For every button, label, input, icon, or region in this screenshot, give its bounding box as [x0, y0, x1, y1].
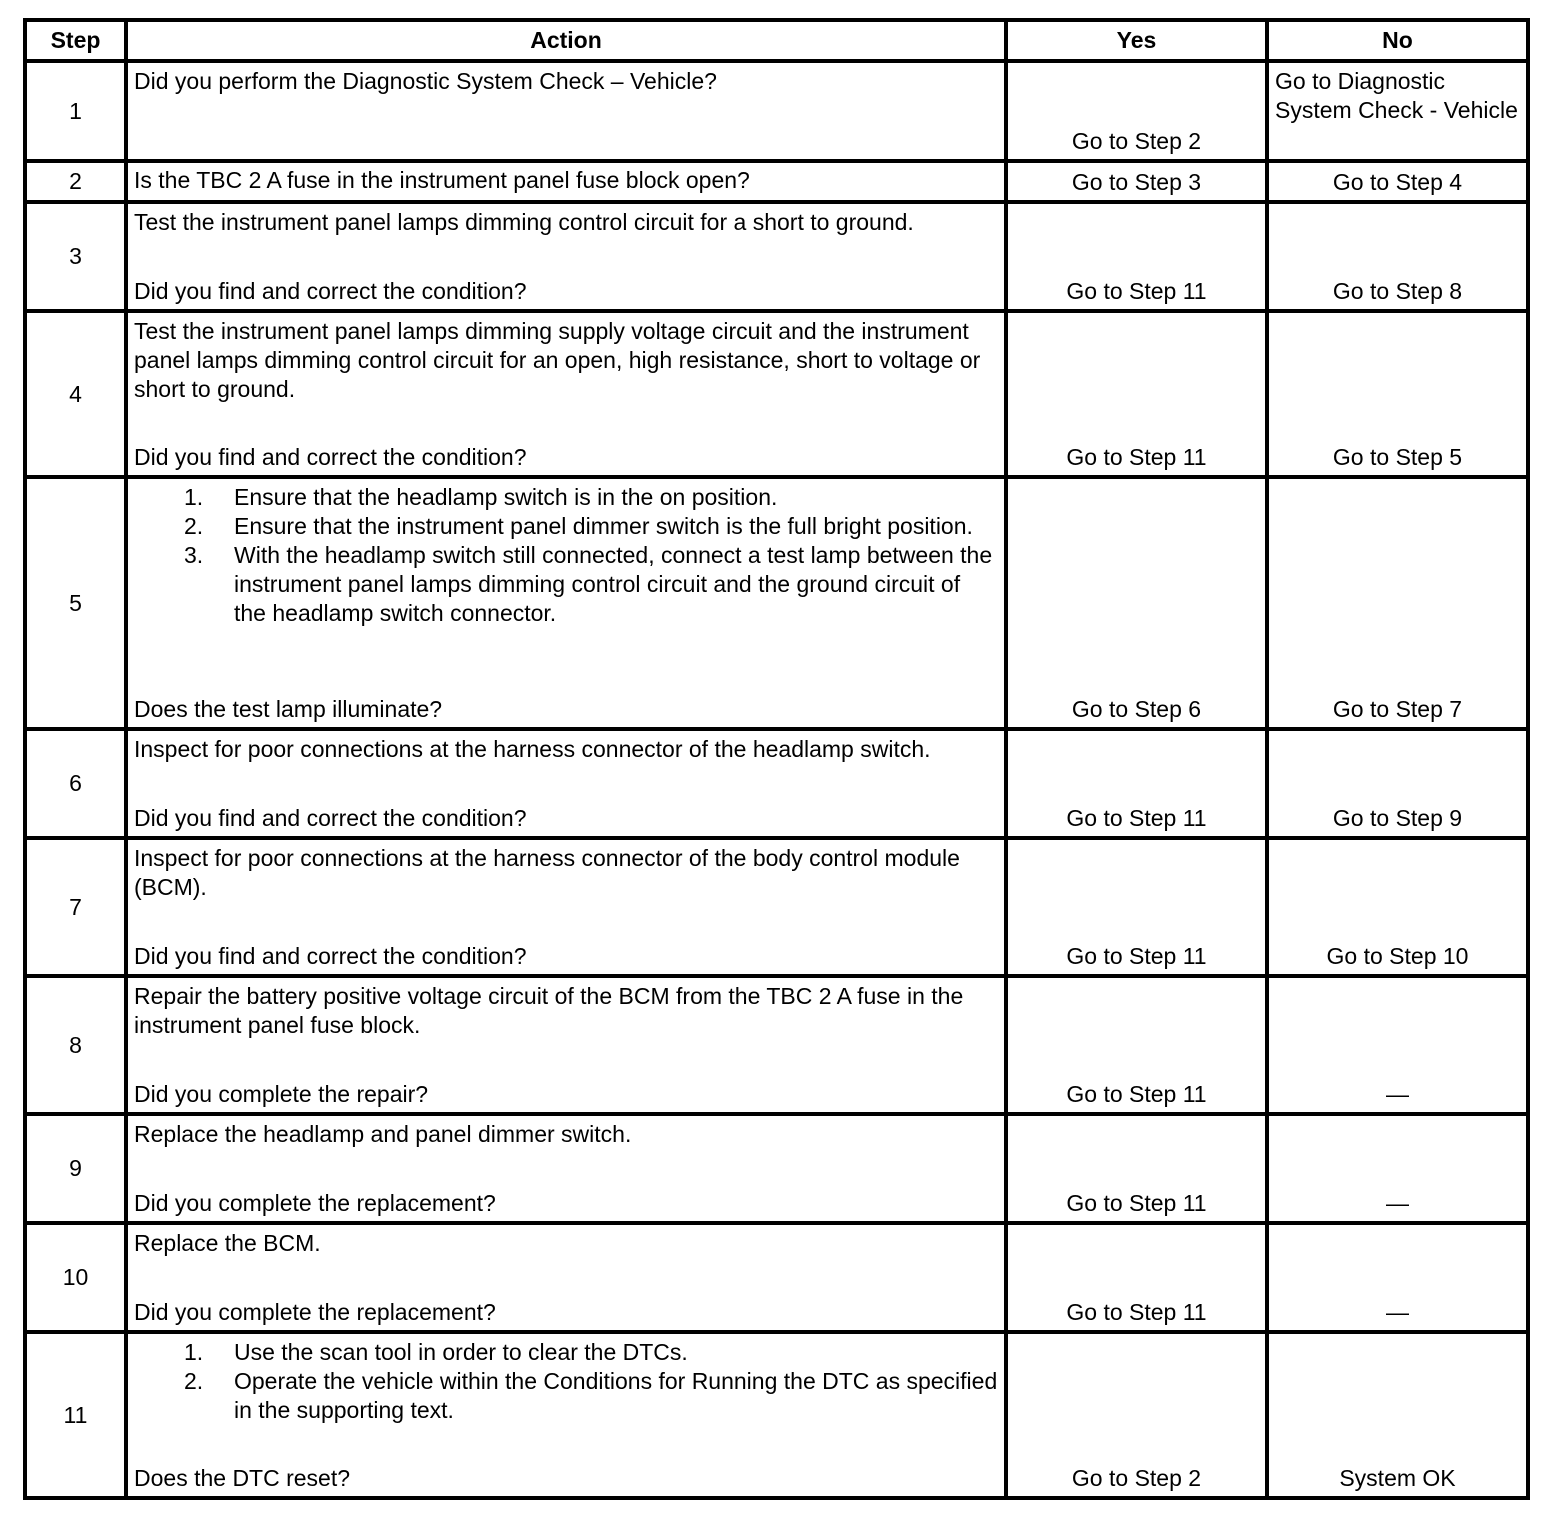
- step-number: 8: [25, 976, 126, 1114]
- table-row: [25, 1332, 1528, 1498]
- action-question: Does the DTC reset?: [134, 1465, 351, 1491]
- step-number: 3: [25, 202, 126, 311]
- yes-result: Go to Step 2: [1006, 1332, 1267, 1498]
- action-cell: [126, 1332, 1006, 1498]
- action-question: Did you complete the replacement?: [134, 1190, 496, 1216]
- yes-result: Go to Step 11: [1006, 838, 1267, 976]
- header-step: Step: [25, 20, 126, 61]
- action-text: Inspect for poor connections at the harness connector of the body control module (BCM).: [134, 845, 960, 900]
- action-text: Repair the battery positive voltage circuit of the BCM from the TBC 2 A fuse in the instrument panel fuse block.: [134, 983, 964, 1038]
- table-row: [25, 61, 1528, 161]
- instruction-list: [134, 483, 998, 628]
- list-item: [184, 1367, 998, 1425]
- no-result: —: [1267, 1223, 1528, 1332]
- list-number: 1.: [184, 1339, 204, 1365]
- step-number: 2: [25, 161, 126, 202]
- header-yes: Yes: [1006, 20, 1267, 61]
- header-no: No: [1267, 20, 1528, 61]
- action-cell: [126, 61, 1006, 161]
- header-row: [25, 20, 1528, 61]
- table-row: [25, 976, 1528, 1114]
- action-cell: [126, 976, 1006, 1114]
- yes-result: Go to Step 11: [1006, 311, 1267, 477]
- action-text: Is the TBC 2 A fuse in the instrument panel fuse block open?: [134, 167, 750, 193]
- list-number: 1.: [184, 484, 204, 510]
- table-row: [25, 311, 1528, 477]
- step-number: 5: [25, 477, 126, 729]
- no-result: —: [1267, 1114, 1528, 1223]
- list-number: 3.: [184, 542, 204, 568]
- list-item: [184, 1338, 998, 1367]
- action-question: Does the test lamp illuminate?: [134, 696, 443, 722]
- step-number: 6: [25, 729, 126, 838]
- list-text: Ensure that the instrument panel dimmer switch is the full bright position.: [234, 513, 973, 539]
- list-item: [184, 483, 998, 512]
- header-action: Action: [126, 20, 1006, 61]
- no-result: Go to Step 4: [1267, 161, 1528, 202]
- list-text: With the headlamp switch still connected, connect a test lamp between the instrument panel lamps dimming control circuit and the ground circuit of the headlamp switch connector.: [234, 542, 993, 626]
- yes-result: Go to Step 11: [1006, 729, 1267, 838]
- action-cell: [126, 729, 1006, 838]
- list-number: 2.: [184, 513, 204, 539]
- yes-result: Go to Step 2: [1006, 61, 1267, 161]
- action-text: Test the instrument panel lamps dimming supply voltage circuit and the instrument panel lamps dimming control circuit for an open, high resistance, short to voltage or short to ground.: [134, 318, 981, 402]
- action-cell: [126, 202, 1006, 311]
- step-number: 9: [25, 1114, 126, 1223]
- action-question: Did you find and correct the condition?: [134, 805, 527, 831]
- table-row: [25, 729, 1528, 838]
- list-item: [184, 541, 998, 628]
- no-result: Go to Step 8: [1267, 202, 1528, 311]
- no-result: System OK: [1267, 1332, 1528, 1498]
- action-cell: [126, 1223, 1006, 1332]
- list-text: Use the scan tool in order to clear the DTCs.: [234, 1339, 688, 1365]
- action-cell: [126, 161, 1006, 202]
- action-question: Did you find and correct the condition?: [134, 278, 527, 304]
- action-question: Did you complete the replacement?: [134, 1299, 496, 1325]
- yes-result: Go to Step 11: [1006, 202, 1267, 311]
- list-text: Operate the vehicle within the Conditions for Running the DTC as specified in the supporting text.: [234, 1368, 998, 1423]
- action-text: Replace the headlamp and panel dimmer switch.: [134, 1121, 632, 1147]
- table-row: [25, 202, 1528, 311]
- list-item: [184, 512, 998, 541]
- step-number: 11: [25, 1332, 126, 1498]
- yes-result: Go to Step 11: [1006, 1223, 1267, 1332]
- action-cell: [126, 477, 1006, 729]
- yes-result: Go to Step 3: [1006, 161, 1267, 202]
- action-text: Inspect for poor connections at the harness connector of the headlamp switch.: [134, 736, 931, 762]
- no-result: Go to Step 10: [1267, 838, 1528, 976]
- no-result: Go to Step 7: [1267, 477, 1528, 729]
- action-cell: [126, 311, 1006, 477]
- action-cell: [126, 1114, 1006, 1223]
- action-question: Did you find and correct the condition?: [134, 444, 527, 470]
- action-cell: [126, 838, 1006, 976]
- action-question: Did you find and correct the condition?: [134, 943, 527, 969]
- action-text: Replace the BCM.: [134, 1230, 321, 1256]
- action-text: Test the instrument panel lamps dimming control circuit for a short to ground.: [134, 209, 914, 235]
- list-text: Ensure that the headlamp switch is in the on position.: [234, 484, 778, 510]
- step-number: 7: [25, 838, 126, 976]
- action-question: Did you complete the repair?: [134, 1081, 429, 1107]
- step-number: 1: [25, 61, 126, 161]
- table-row: [25, 838, 1528, 976]
- yes-result: Go to Step 6: [1006, 477, 1267, 729]
- no-result: Go to Step 5: [1267, 311, 1528, 477]
- no-result: Go to Step 9: [1267, 729, 1528, 838]
- diagnostic-table: [23, 18, 1530, 1500]
- table-row: [25, 1223, 1528, 1332]
- list-number: 2.: [184, 1368, 204, 1394]
- yes-result: Go to Step 11: [1006, 976, 1267, 1114]
- no-result: —: [1267, 976, 1528, 1114]
- step-number: 4: [25, 311, 126, 477]
- action-text: Did you perform the Diagnostic System Check – Vehicle?: [134, 68, 717, 94]
- step-number: 10: [25, 1223, 126, 1332]
- table-row: [25, 1114, 1528, 1223]
- yes-result: Go to Step 11: [1006, 1114, 1267, 1223]
- instruction-list: [134, 1338, 998, 1425]
- no-result: Go to Diagnostic System Check - Vehicle: [1267, 61, 1528, 161]
- table-row: [25, 477, 1528, 729]
- table-row: [25, 161, 1528, 202]
